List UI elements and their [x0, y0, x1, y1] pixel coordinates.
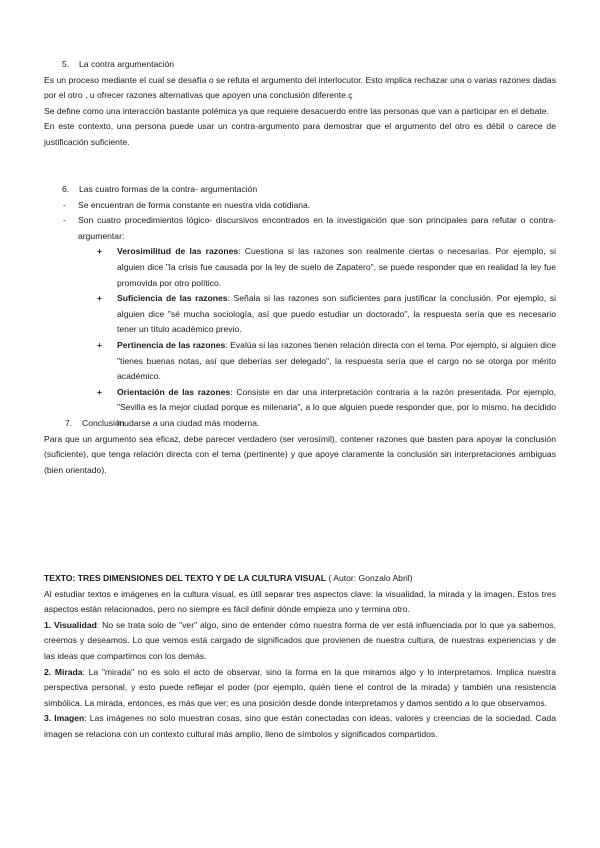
texto-item-text: : No se trata solo de "ver" algo, sino de entender cómo nuestra forma de ver está influenciada por lo que ya sabemos, creemos y deseamos. Lo que vemos está cargado de significados que provienen de nuestra cultura, de nuestras experiencias y de las ideas que compartimos con los demás. — [44, 619, 556, 661]
section-5-title: La contra argumentación — [79, 59, 175, 69]
bullet-term: Suficiencia de las razones — [117, 293, 228, 304]
texto-item-visualidad — [44, 618, 556, 665]
texto-section — [44, 571, 556, 743]
dash-item — [44, 198, 556, 214]
section-7 — [44, 416, 556, 478]
section-5-paragraph-2: Se define como una interacción bastante polémica ya que requiere desacuerdo entre las personas que van a participar en el debate. — [44, 105, 549, 116]
section-6 — [44, 182, 556, 432]
section-5-heading — [62, 57, 556, 73]
texto-author: ( Autor: Gonzalo Abril) — [326, 573, 413, 583]
section-5 — [44, 57, 556, 151]
bullet-list — [97, 244, 556, 431]
bullet-item-suficiencia — [97, 291, 556, 338]
section-5-number: 5. — [62, 59, 70, 69]
bullet-marker: + — [97, 386, 103, 397]
texto-item-mirada — [44, 665, 556, 712]
bullet-marker: + — [97, 246, 103, 257]
texto-item-text: : La "mirada" no es solo el acto de observar, sino la forma en la que miramos algo y lo interpretamos. Implica nuestra perspectiva personal, y esto puede reflejar el poder (por ejemplo, quién tiene el control de la mirada) y también una resistencia simbólica. La mirada, entonces, es más que ver; es una posición desde donde interpretamos y damos sentido a lo que observamos. — [44, 666, 556, 708]
bullet-text: : Cuestiona si las razones son realmente ciertas o necesarias. Por ejemplo, si alguien dice "la crisis fue causada por la ley de suelo de Zapatero", se puede responder que en realidad la ley fue promovida por otro político. — [117, 246, 556, 288]
section-7-heading — [65, 416, 556, 432]
dash-marker: - — [63, 215, 66, 226]
texto-item-text: : Las imágenes no solo muestran cosas, sino que están conectadas con ideas, valores y creencias de la sociedad. Cada imagen se relaciona con un contexto cultural más amplio, lleno de símbolos y significados compartidos. — [44, 713, 556, 739]
section-6-number: 6. — [62, 184, 70, 194]
texto-item-term: 2. Mirada — [44, 666, 83, 677]
dash-item — [44, 213, 556, 244]
texto-heading-line — [44, 571, 556, 587]
texto-heading: TEXTO: TRES DIMENSIONES DEL TEXTO Y DE LA CULTURA VISUAL — [44, 573, 327, 583]
bullet-term: Pertinencia de las razones — [117, 339, 226, 350]
bullet-term: Verosimilitud de las razones — [117, 246, 239, 257]
section-7-paragraph: Para que un argumento sea eficaz, debe parecer verdadero (ser verosímil), contener razones que basten para apoyar la conclusión (suficiente), que tenga relación directa con el tema (pertinente) y que apoye claramente la conclusión sin interpretaciones ambiguas (bien orientado). — [44, 433, 556, 475]
bullet-text: : Consiste en dar una interpretación contraria a la razón presentada. Por ejemplo, "Sevilla es la mejor ciudad porque es milenaria", a lo que alguien puede responder que, por lo mismo, ha decidido mudarse a una ciudad más moderna. — [117, 386, 556, 428]
section-6-title: Las cuatro formas de la contra- argumentación — [79, 184, 258, 194]
texto-item-imagen — [44, 711, 556, 742]
bullet-term: Orientación de las razones — [117, 386, 231, 397]
bullet-marker: + — [97, 293, 103, 304]
section-5-paragraph-3: En este contexto, una persona puede usar un contra-argumento para demostrar que el argumento del otro es débil o carece de justificación suficiente. — [44, 121, 556, 147]
bullet-item-pertinencia — [97, 338, 556, 385]
texto-item-term: 1. Visualidad — [44, 619, 97, 630]
bullet-text: : Señala si las razones son suficientes para justificar la conclusión. Por ejemplo, si alguien dice "sé mucha sociología, así que puedo estudiar un doctorado", la respuesta sería que es necesario tener un título académico previo. — [117, 293, 556, 335]
bullet-item-verosimilitud — [97, 244, 556, 291]
texto-item-term: 3. Imagen — [44, 713, 85, 724]
bullet-marker: + — [97, 339, 103, 350]
section-5-paragraph-1: Es un proceso mediante el cual se desafía o se refuta el argumento del interlocutor. Esto implica rechazar una o varias razones dadas por el otro , u ofrecer razones alternativas que apoyen una conclusión diferente.ç — [44, 74, 556, 101]
section-6-heading — [62, 182, 556, 198]
bullet-text: : Evalúa si las razones tienen relación directa con el tema. Por ejemplo, si alguien dice "tienes buenas notas, así que deberías ser delegado", la respuesta sería que el cargo no se otorga por mérito académico. — [117, 339, 556, 382]
section-7-title: Conclusión — [82, 418, 125, 428]
dash-item-text: Se encuentran de forma constante en nuestra vida cotidiana. — [78, 199, 311, 210]
section-7-number: 7. — [65, 418, 73, 428]
dash-marker: - — [63, 199, 66, 210]
texto-intro: Al estudiar textos e imágenes en la cultura visual, es útil separar tres aspectos clave: la visualidad, la mirada y la imagen. Estos tres aspectos están relacionados, pero no siempre es fácil definir dónde empieza uno y termina otro. — [44, 588, 556, 615]
dash-item-text: Son cuatro procedimientos lógico- discursivos encontrados en la investigación que son principales para refutar o contra-argumentar: — [78, 215, 556, 241]
